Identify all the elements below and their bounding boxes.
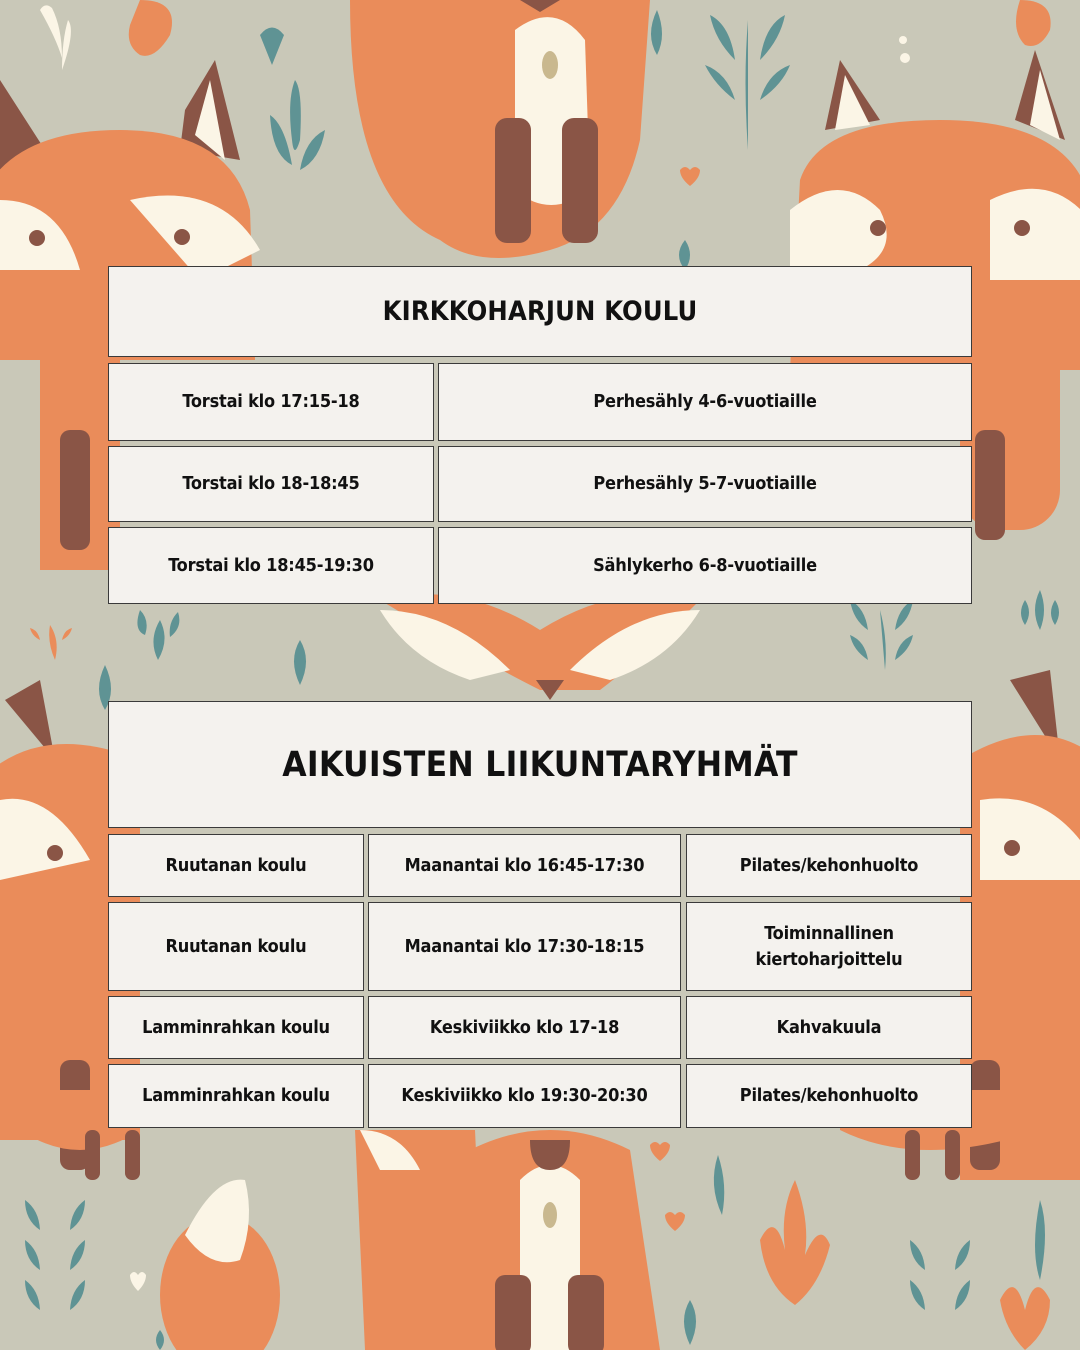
place-text: Ruutanan koulu — [165, 935, 307, 957]
activity-cell — [438, 446, 972, 522]
time-text: Torstai klo 17:15-18 — [182, 391, 360, 412]
schedule-time-cell — [108, 527, 434, 604]
activity-cell — [438, 363, 972, 441]
activity-cell — [686, 996, 972, 1059]
place-text: Lamminrahkan koulu — [142, 1085, 330, 1106]
time-text: Keskiviikko klo 17-18 — [429, 1016, 620, 1038]
section2-title-text: AIKUISTEN LIIKUNTARYHMÄT — [282, 744, 798, 785]
activity-text: Sählykerho 6-8-vuotiaille — [593, 554, 817, 576]
section-title-aikuisten-liikuntaryhmat — [108, 701, 972, 828]
schedule-time-cell — [368, 902, 681, 991]
activity-text-line1: Toiminnallinen — [764, 922, 894, 944]
activity-text: Pilates/kehonhuolto — [739, 854, 919, 876]
time-text: Maanantai klo 17:30-18:15 — [404, 935, 645, 957]
activity-cell — [686, 1064, 972, 1128]
schedule-time-cell — [368, 834, 681, 897]
time-text: Maanantai klo 16:45-17:30 — [404, 854, 645, 876]
schedule-time-cell — [108, 446, 434, 522]
schedule-time-cell — [368, 996, 681, 1059]
activity-text: Kahvakuula — [776, 1016, 882, 1038]
place-cell — [108, 902, 364, 991]
place-cell — [108, 996, 364, 1059]
place-cell — [108, 834, 364, 897]
activity-text: Perhesähly 4-6-vuotiaille — [593, 391, 817, 412]
schedule-time-cell — [108, 363, 434, 441]
place-cell — [108, 1064, 364, 1128]
place-text: Ruutanan koulu — [165, 854, 307, 876]
activity-text: Perhesähly 5-7-vuotiaille — [593, 473, 817, 494]
activity-text-line2: kiertoharjoittelu — [755, 948, 903, 970]
activity-cell — [686, 902, 972, 991]
activity-text: Pilates/kehonhuolto — [739, 1085, 919, 1106]
section1-title-text: KIRKKOHARJUN KOULU — [382, 295, 698, 327]
time-text: Torstai klo 18-18:45 — [182, 473, 360, 494]
section-title-kirkkoharjun-koulu — [108, 266, 972, 357]
schedule-time-cell — [368, 1064, 681, 1128]
time-text: Torstai klo 18:45-19:30 — [168, 554, 374, 576]
time-text: Keskiviikko klo 19:30-20:30 — [401, 1085, 648, 1106]
activity-cell — [438, 527, 972, 604]
place-text: Lamminrahkan koulu — [142, 1016, 330, 1038]
activity-cell — [686, 834, 972, 897]
